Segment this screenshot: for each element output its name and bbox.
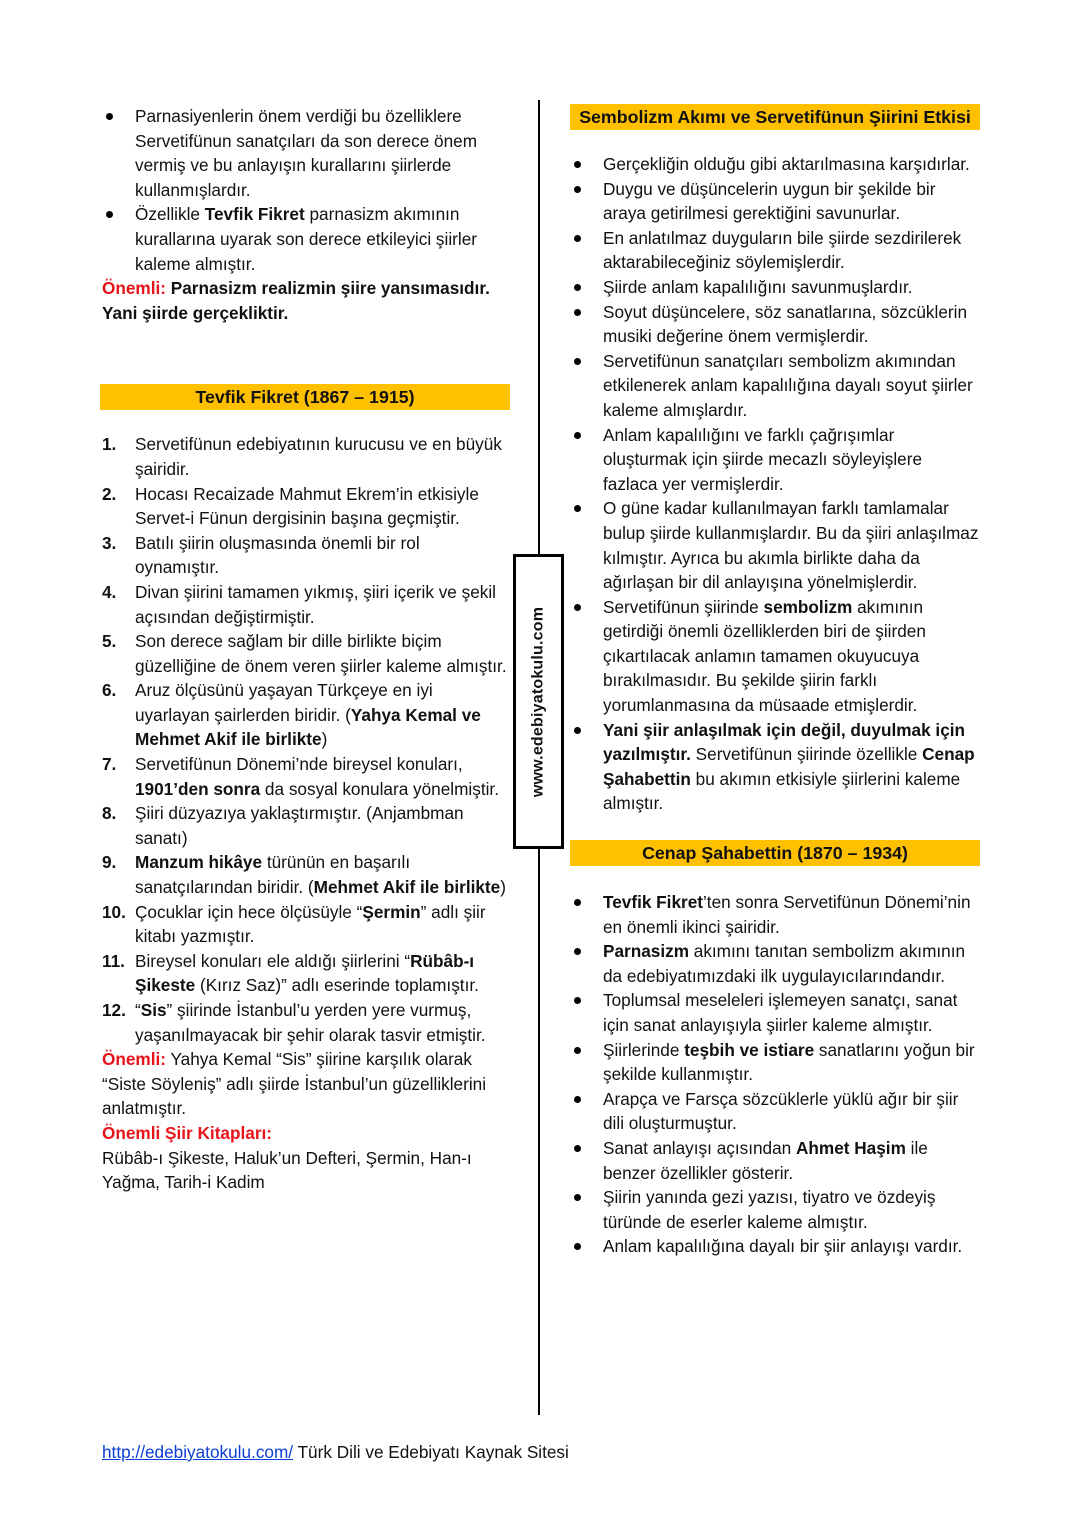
list-item: 7. Servetifünun Dönemi’nde bireysel konuları, 1901’den sonra da sosyal konulara yönelmiştir. [102,754,499,799]
note-parnasizm: Önemli: Parnasizm realizmin şiire yansımasıdır. Yani şiirde gerçekliktir. [102,278,490,323]
list-item: 1. Servetifünun edebiyatının kurucusu ve en büyük şairidir. [102,434,502,479]
list-item: 2. Hocası Recaizade Mahmut Ekrem’in etkisiyle Servet-i Fünun dergisinin başına geçmiştir. [102,483,479,529]
symbolism-list [570,152,980,816]
list-item: Şiirde anlam kapalılığını savunmuşlardır. [570,275,980,300]
tevfik-fikret-heading: Tevfik Fikret (1867 – 1915) [100,384,510,410]
footer-text: Türk Dili ve Edebiyatı Kaynak Sitesi [293,1442,569,1462]
list-item: Duygu ve düşüncelerin uygun bir şekilde bir araya getirilmesi gerektiğini savunurlar. [570,177,980,226]
note-siste-soylenis: Önemli: Yahya Kemal “Sis” şiirine karşılık olarak “Siste Söyleniş” adlı şiirde İstanbul’un güzelliklerini anlatmıştır. [102,1049,487,1119]
list-item: 8. Şiiri düzyazıya yaklaştırmıştır. (Anjambman sanatı) [102,803,464,848]
books-text: Rübâb-ı Şikeste, Haluk’un Defteri, Şermin, Han-ı Yağma, Tarih-i Kadim [102,1147,472,1193]
site-link[interactable]: http://edebiyatokulu.com/ [102,1442,294,1462]
list-item: Yani şiir anlaşılmak için değil, duyulmak için yazılmıştır. Servetifünun şiirinde özellikle Cenap Şahabettin bu akımın etkisiyle şiirlerini kaleme almıştır. [570,718,980,816]
list-item: Gerçekliğin olduğu gibi aktarılmasına karşıdırlar. [570,152,980,177]
cenap-sahabettin-list [570,890,980,1259]
cenap-sahabettin-heading: Cenap Şahabettin (1870 – 1934) [570,840,980,866]
list-item: Sanat anlayışı açısından Ahmet Haşim ile benzer özellikler gösterir. [570,1136,980,1185]
intro-bullet-list [102,104,507,276]
list-item: En anlatılmaz duyguların bile şiirde sezdirilerek aktarabileceğiniz söylemişlerdir. [570,226,980,275]
list-item: Arapça ve Farsça sözcüklerle yüklü ağır bir şiir dili oluşturmuştur. [570,1087,980,1136]
list-item: 11. Bireysel konuları ele aldığı şiirlerini “Rübâb-ı Şikeste (Kırız Saz)” adlı eserinde toplamıştır. [102,950,479,996]
list-item: Toplumsal meseleleri işlemeyen sanatçı, sanat için sanat anlayışıyla şiirler kaleme almıştır. [570,988,980,1037]
left-column [102,104,507,1195]
list-item: Tevfik Fikret’ten sonra Servetifünun Dönemi’nin en önemli ikinci şairidir. [570,890,980,939]
list-item: O güne kadar kullanılmayan farklı tamlamalar bulup şiirde kullanmışlardır. Bu da şiiri anlaşılmaz kılmıştır. Ayrıca bu akımla birlikte daha da ağırlaşan bir dil anlayışına yönelmişlerdir. [570,496,980,594]
list-item: 3. Batılı şiirin oluşmasında önemli bir rol oynamıştır. [102,532,420,578]
list-item: 6. Aruz ölçüsünü yaşayan Türkçeye en iyi uyarlayan şairlerden biridir. (Yahya Kemal ve Mehmet Akif ile birlikte) [102,680,481,750]
list-item: Şiirlerinde teşbih ve istiare sanatlarını yoğun bir şekilde kullanmıştır. [570,1038,980,1087]
list-item: Servetifünun sanatçıları sembolizm akımından etkilenerek anlam kapalılığına dayalı soyut şiirler kaleme almışlardır. [570,349,980,423]
list-item: Şiirin yanında gezi yazısı, tiyatro ve özdeyiş türünde de eserler kaleme almıştır. [570,1185,980,1234]
list-item: 12. “Sis” şiirinde İstanbul’u yerden yere vurmuş, yaşanılmayacak bir şehir olarak tasvir etmiştir. [102,1000,486,1045]
watermark-box [513,554,564,849]
list-item: 4. Divan şiirini tamamen yıkmış, şiiri içerik ve şekil açısından değiştirmiştir. [102,581,497,627]
list-item: Anlam kapalılığına dayalı bir şiir anlayışı vardır. [570,1234,980,1259]
list-item: Soyut düşüncelere, söz sanatlarına, sözcüklerin musiki değerine önem vermişlerdir. [570,300,980,349]
watermark-text: www.edebiyatokulu.com [529,606,547,797]
list-item: 9. Manzum hikâye türünün en başarılı sanatçılarından biridir. (Mehmet Akif ile birlikte) [102,852,506,898]
list-item: Parnasizm akımını tanıtan sembolizm akımının da edebiyatımızdaki ilk uygulayıcılarındandır. [570,939,980,988]
list-item: 10. Çocuklar için hece ölçüsüyle “Şermin” adlı şiir kitabı yazmıştır. [102,901,486,947]
list-item: Servetifünun şiirinde sembolizm akımının getirdiği önemli özelliklerden biri de şiirden çıkartılacak anlamın tamamen okuyucuya bırakılmasıdır. Bu şekilde şiirin farklı yorumlanmasına da müsaade etmişlerdir. [570,595,980,718]
symbolism-heading: Sembolizm Akımı ve Servetifünun Şiirini Etkisi [570,104,980,130]
books-label: Önemli Şiir Kitapları: [102,1122,273,1143]
list-item: 5. Son derece sağlam bir dille birlikte biçim güzelliğine de önem veren şiirler kaleme almıştır. [102,631,507,676]
right-column [570,104,980,1259]
tevfik-fikret-list [102,432,507,1047]
footer [102,1440,569,1465]
list-item: Anlam kapalılığını ve farklı çağrışımlar oluşturmak için şiirde mecazlı söyleyişlere fazlaca yer vermişlerdir. [570,423,980,497]
list-item: Parnasiyenlerin önem verdiği bu özelliklere Servetifünun sanatçıları da son derece önem vermiş ve bu anlayışın kurallarını şiirlerde kullanmışlardır. [102,104,507,202]
list-item: Özellikle Tevfik Fikret parnasizm akımının kurallarına uyarak son derece etkileyici şiirler kaleme almıştır. [102,202,507,276]
